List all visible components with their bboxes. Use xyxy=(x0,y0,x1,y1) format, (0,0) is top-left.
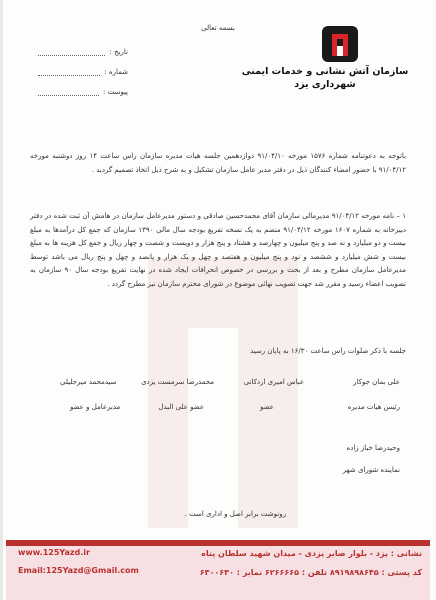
footer-website-link[interactable]: www.125Yazd.ir xyxy=(18,548,90,557)
paragraph-intro: باتوجه به دعوتنامه شماره ۱۵۷۶ مورخه ۹۱/۰۴/۱۰ دوازدهمین جلسه هیات مدیره سازمان راس ساعت ۱۴ روز دوشنبه مورخه ۹۱/۰۴/۱۲ با حضور امضاء کنندگان ذیل در دفتر مدیر عامل سازمان تشکیل و به شرح ذیل اتخاذ تصمیم گردید . xyxy=(30,152,407,174)
signer-name-4: سیدمحمد میرجلیلی xyxy=(60,378,117,386)
letter-meta xyxy=(38,36,128,96)
attachment-field xyxy=(38,87,99,96)
council-rep-title: نماینده شورای شهر xyxy=(342,466,400,474)
signer-name-1: علی بمان جوکار xyxy=(353,378,400,386)
org-name-line1: سازمان آتش نشانی و خدمات ایمنی xyxy=(241,66,409,77)
copy-note: رونوشت برابر اصل و اداری است . xyxy=(184,510,286,518)
paragraph-decision-1: ۱ – نامه مورخه ۹۱/۰۴/۱۲ مدیرمالی سازمان آقای محمدحسین صادقی و دستور مدیرعامل سازمان در هامش آن ثبت شده در دفتر دبیرخانه به شماره ۱۶۰۷ مورخه ۹۱/۰۴/۱۲ منضم به یک نسخه تفریغ بودجه سال مالی ۱۳۹۰ سازمان که جمع کل درآمدها به مبلغ بیست و دو میلیارد و نه صد و پنج میلیون و چهارصد و هشتاد و پنج هزار و دویست و شصت و چهار ریال و جمع کل هزینه ها به مبلغ بیست و شش میلیارد و ششصد و نود و پنج میلیون و هفتصد و چهل و یک هزار و پانصد و چهل و پنج ریال می باشد توسط مدیرعامل سازمان مطرح و بعد از بحث و بررسی در خصوص انحرافات ایجاد شده در نهایت تفریغ بودجه سال ۹۰ سازمان به تصویب اعضاء رسید و مقرر شد جهت تصویب نهائی موضوع در شورای محترم سازمان نیز مطرح گردد . xyxy=(30,212,407,288)
bismillah-heading: بسمه تعالی xyxy=(201,24,235,32)
attachment-label: پیوست : xyxy=(103,88,128,96)
date-label: تاریخ : xyxy=(109,48,128,56)
organization-name xyxy=(240,66,410,90)
date-row xyxy=(38,36,128,56)
signer-title-2: عضو xyxy=(260,403,274,411)
number-label: شماره : xyxy=(104,68,128,76)
signer-title-1: رئیس هیات مدیره xyxy=(347,403,400,411)
signer-title-3: عضو علی البدل xyxy=(158,403,204,411)
signer-title-4: مدیرعامل و عضو xyxy=(70,403,121,411)
signer-name-2: عباس امیری اردکانی xyxy=(243,378,304,386)
fire-department-logo-icon xyxy=(320,24,360,64)
scan-edge xyxy=(0,0,3,600)
footer-email-link[interactable]: Email:125Yazd@Gmail.com xyxy=(18,566,139,575)
footer-postal-phone: کد پستی : ۸۹۱۹۸۹۸۶۴۵ تلفن : ۶۲۶۶۶۶۵ نمابر : ۶۳۰۰۶۳۰ xyxy=(199,568,422,577)
attachment-row xyxy=(38,76,128,96)
org-name-line2: شهرداری یزد xyxy=(294,79,356,90)
council-rep-name: وحیدرضا خباز زاده xyxy=(346,444,400,452)
closing-line: جلسه با ذکر صلوات راس ساعت ۱۶/۳۰ به پایان رسید xyxy=(250,347,406,355)
footer-address: نشانی : یزد - بلوار صابر یزدی - میدان شهید سلطان پناه xyxy=(201,549,422,558)
number-row xyxy=(38,56,128,76)
date-field xyxy=(38,47,105,56)
signer-name-3: محمدرضا سرمست یزدی xyxy=(141,378,214,386)
number-field xyxy=(38,67,100,76)
